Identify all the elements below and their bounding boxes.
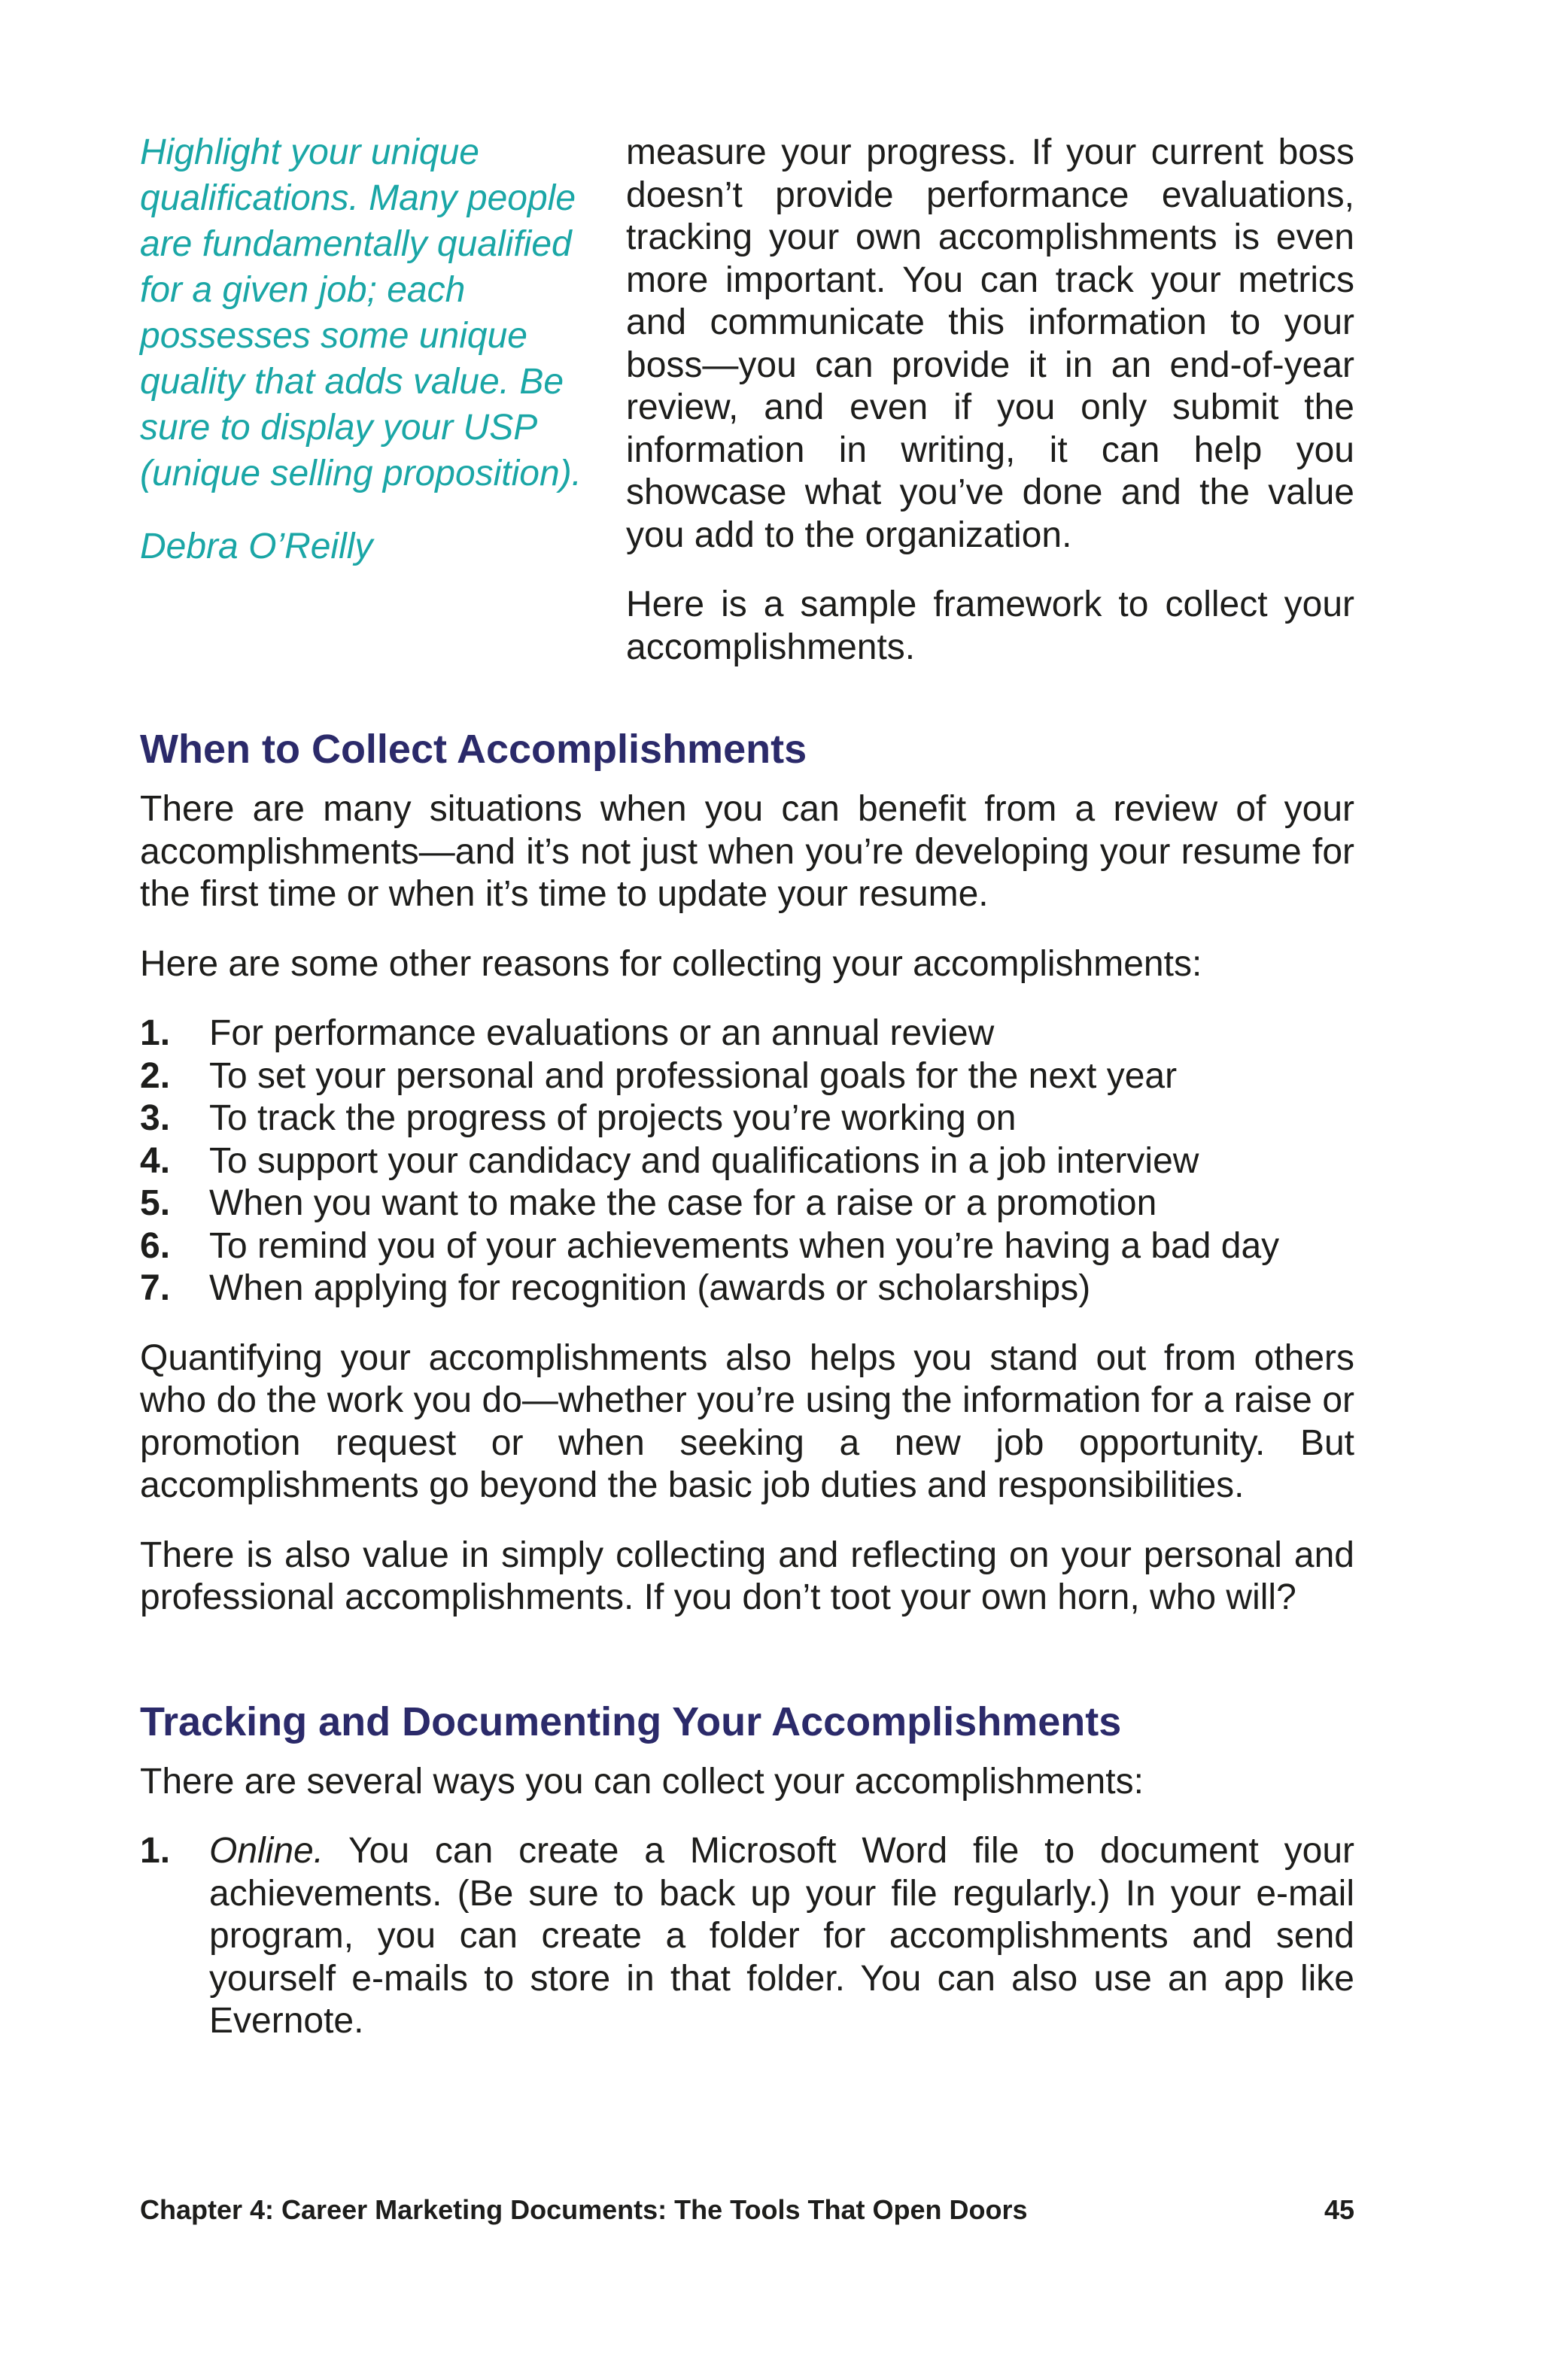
page-footer [140, 2193, 1354, 2227]
chapter-title: Chapter 4: Career Marketing Documents: The Tools That Open Doors [140, 2194, 1028, 2225]
list-number: 1. [140, 1013, 171, 1053]
list-body: You can create a Microsoft Word file to document your achievements. (Be sure to back up your file regularly.) In your e-mail program, you can create a folder for accomplishments and send yourself e-mails to store in that folder. You can also use an app like Evernote. [209, 1831, 1354, 2041]
list-item [140, 1267, 1354, 1310]
list-text: For performance evaluations or an annual review [209, 1013, 995, 1053]
list-text: To support your candidacy and qualifications in a job interview [209, 1140, 1199, 1181]
page-number: 45 [1324, 2194, 1354, 2225]
list-number: 1. [140, 1831, 171, 1871]
body-paragraph: Quantifying your accomplishments also helps you stand out from others who do the work you do—whether you’re using the information for a raise or promotion request or when seeking a new job opportunity. But accomplishments go beyond the basic job duties and responsibilities. [140, 1337, 1354, 1505]
list-text: To set your personal and professional goals for the next year [209, 1055, 1178, 1096]
quote-text: Highlight your unique qualifications. Many people are fundamentally qualified for a given job; each possesses some unique quality that adds value. Be sure to display your USP (unique selling proposition). [140, 132, 582, 493]
list-number: 7. [140, 1268, 171, 1308]
list-number: 3. [140, 1098, 171, 1138]
list-item [140, 1225, 1354, 1268]
body-paragraph: measure your progress. If your current boss doesn’t provide performance evaluations, tracking your own accomplishments is even more important. You can track your metrics and communicate this information to your boss—you can provide it in an end-of-year review, and even if you only submit the information in writing, it can help you showcase what you’ve done and the value you add to the organization. [626, 132, 1354, 555]
body-paragraph: There are many situations when you can benefit from a review of your accomplishments—and it’s not just when you’re developing your resume for the first time or when it’s time to update your resume. [140, 789, 1354, 914]
list-item [140, 1097, 1354, 1140]
list-item [140, 1055, 1354, 1098]
list-text [209, 1830, 1354, 2043]
list-item [140, 1140, 1354, 1183]
list-item [140, 1182, 1354, 1225]
body-paragraph: There is also value in simply collecting and reflecting on your personal and professional accomplishments. If you don’t toot your own horn, who will? [140, 1535, 1354, 1617]
quote-attribution: Debra O’Reilly [140, 527, 373, 566]
list-text: To remind you of your achievements when you’re having a bad day [209, 1225, 1280, 1266]
body-paragraph: Here are some other reasons for collecting your accomplishments: [140, 943, 1202, 984]
list-number: 6. [140, 1225, 171, 1266]
main-content [140, 725, 1354, 2043]
list-number: 5. [140, 1183, 171, 1223]
body-paragraph: There are several ways you can collect your accomplishments: [140, 1761, 1144, 1802]
section-heading-tracking: Tracking and Documenting Your Accomplishments [140, 1698, 1122, 1744]
reasons-list [140, 1012, 1354, 1310]
list-lead: Online. [209, 1831, 324, 1871]
list-item [140, 1012, 1354, 1055]
list-number: 4. [140, 1140, 171, 1181]
methods-list [140, 1830, 1354, 2043]
top-column-text [626, 132, 1354, 669]
section-heading-when: When to Collect Accomplishments [140, 727, 807, 772]
sidebar-quote [140, 129, 591, 569]
list-text: To track the progress of projects you’re working on [209, 1098, 1017, 1138]
list-text: When you want to make the case for a raise or a promotion [209, 1183, 1157, 1223]
list-number: 2. [140, 1055, 171, 1096]
body-paragraph: Here is a sample framework to collect your accomplishments. [626, 584, 1354, 667]
list-item [140, 1830, 1354, 2043]
list-text: When applying for recognition (awards or scholarships) [209, 1268, 1091, 1308]
